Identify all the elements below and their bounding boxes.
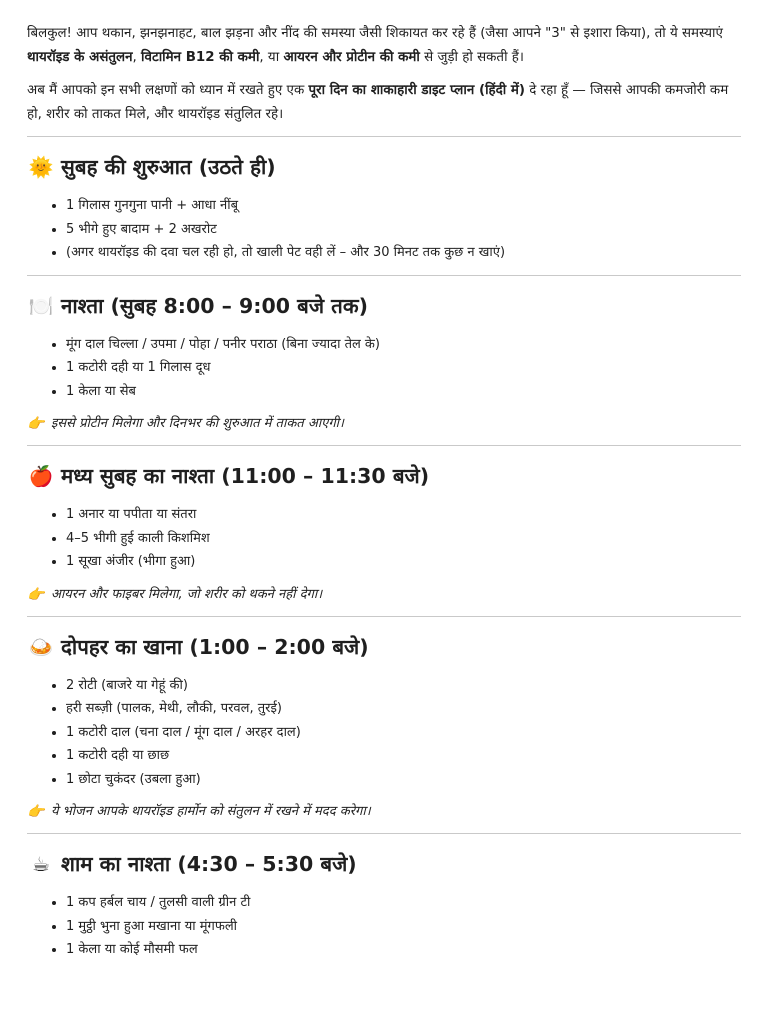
intro-text: दे रहा हूँ — जिससे आपकी कमजोरी कम हो, शरीर को ताकत मिले, और थायरॉइड संतुलित रहे।	[27, 83, 729, 122]
list-item: • 1 कटोरी दाल (चना दाल / मूंग दाल / अरहर दाल)	[66, 721, 741, 745]
list-item: • 5 भीगे हुए बादाम + 2 अखरोट	[66, 218, 741, 242]
pointing-hand-icon: 👉	[27, 416, 45, 432]
section-note-text: आयरन और फाइबर मिलेगा, जो शरीर को थकने नहीं देगा।	[51, 586, 323, 602]
apple-icon: 🍎	[28, 464, 54, 488]
intro-paragraph-1	[27, 22, 741, 70]
intro-paragraph-2	[27, 79, 741, 127]
pointing-hand-icon: 👉	[27, 804, 45, 820]
list-item: • 1 सूखा अंजीर (भीगा हुआ)	[66, 550, 741, 574]
list-item: • 1 केला या कोई मौसमी फल	[66, 938, 741, 962]
curry-bowl-icon: 🍛	[28, 634, 54, 659]
intro-text: से जुड़ी हो सकती हैं।	[419, 50, 524, 65]
section-list	[27, 674, 741, 792]
list-item: • मूंग दाल चिल्ला / उपमा / पोहा / पनीर पराठा (बिना ज्यादा तेल के)	[66, 333, 741, 357]
plate-icon: 🍽️	[28, 293, 54, 318]
section-note	[27, 584, 741, 606]
intro-bold: थायरॉइड के असंतुलन	[27, 50, 133, 65]
section-heading	[27, 630, 741, 664]
section-title: दोपहर का खाना (1:00 – 2:00 बजे)	[61, 634, 369, 659]
intro-bold: आयरन और प्रोटीन की कमी	[283, 50, 420, 65]
diet-plan-sections	[27, 136, 741, 962]
pointing-hand-icon: 👉	[27, 586, 45, 603]
section-divider	[27, 445, 741, 446]
list-item: • 1 कप हर्बल चाय / तुलसी वाली ग्रीन टी	[66, 891, 741, 915]
intro-text: ,	[132, 50, 142, 65]
section-heading	[27, 289, 741, 323]
section-title: सुबह की शुरुआत (उठते ही)	[61, 155, 276, 179]
list-item: • 1 कटोरी दही या 1 गिलास दूध	[66, 356, 741, 380]
intro-text: , या	[259, 50, 284, 65]
section-list	[27, 891, 741, 962]
section-heading	[27, 150, 741, 184]
list-item: • 1 अनार या पपीता या संतरा	[66, 503, 741, 527]
section-heading	[27, 847, 741, 881]
section-divider	[27, 833, 741, 834]
section-divider	[27, 136, 741, 137]
section-title: मध्य सुबह का नाश्ता (11:00 – 11:30 बजे)	[61, 464, 430, 488]
hot-beverage-icon: ☕	[32, 852, 50, 876]
intro-text: अब मैं आपको इन सभी लक्षणों को ध्यान में रखते हुए एक	[27, 83, 309, 98]
list-item: • 1 छोटा चुकंदर (उबला हुआ)	[66, 768, 741, 792]
section-divider	[27, 616, 741, 617]
list-item: • 1 कटोरी दही या छाछ	[66, 744, 741, 768]
list-item: • 1 केला या सेब	[66, 380, 741, 404]
section-note-text: ये भोजन आपके थायरॉइड हार्मोन को संतुलन में रखने में मदद करेगा।	[51, 804, 371, 819]
list-item: • 2 रोटी (बाजरे या गेहूं की)	[66, 674, 741, 698]
section-title: शाम का नाश्ता (4:30 – 5:30 बजे)	[61, 852, 357, 876]
list-item: • 1 गिलास गुनगुना पानी + आधा नींबू	[66, 194, 741, 218]
section-divider	[27, 275, 741, 276]
section-title: नाश्ता (सुबह 8:00 – 9:00 बजे तक)	[61, 293, 368, 318]
section-heading	[27, 459, 741, 493]
list-item: • (अगर थायरॉइड की दवा चल रही हो, तो खाली पेट वही लें – और 30 मिनट तक कुछ न खाएं)	[66, 241, 741, 265]
section-note	[27, 801, 741, 823]
intro-bold: विटामिन B12 की कमी	[141, 50, 260, 65]
list-item: • 4–5 भीगी हुई काली किशमिश	[66, 527, 741, 551]
sun-icon: 🌞	[28, 155, 54, 179]
list-item: • 1 मुट्ठी भुना हुआ मखाना या मूंगफली	[66, 915, 741, 939]
intro-bold: पूरा दिन का शाकाहारी डाइट प्लान (हिंदी में)	[308, 83, 526, 98]
section-list	[27, 503, 741, 574]
section-note-text: इससे प्रोटीन मिलेगा और दिनभर की शुरुआत में ताकत आएगी।	[51, 416, 344, 431]
intro-text: बिलकुल! आप थकान, झनझनाहट, बाल झड़ना और नींद की समस्या जैसी शिकायत कर रहे हैं (जैसा आपने "3" से इशारा किया), तो ये समस्याएं	[27, 26, 723, 41]
list-item: • हरी सब्ज़ी (पालक, मेथी, लौकी, परवल, तुरई)	[66, 697, 741, 721]
section-list	[27, 194, 741, 265]
section-list	[27, 333, 741, 404]
section-note	[27, 413, 741, 435]
